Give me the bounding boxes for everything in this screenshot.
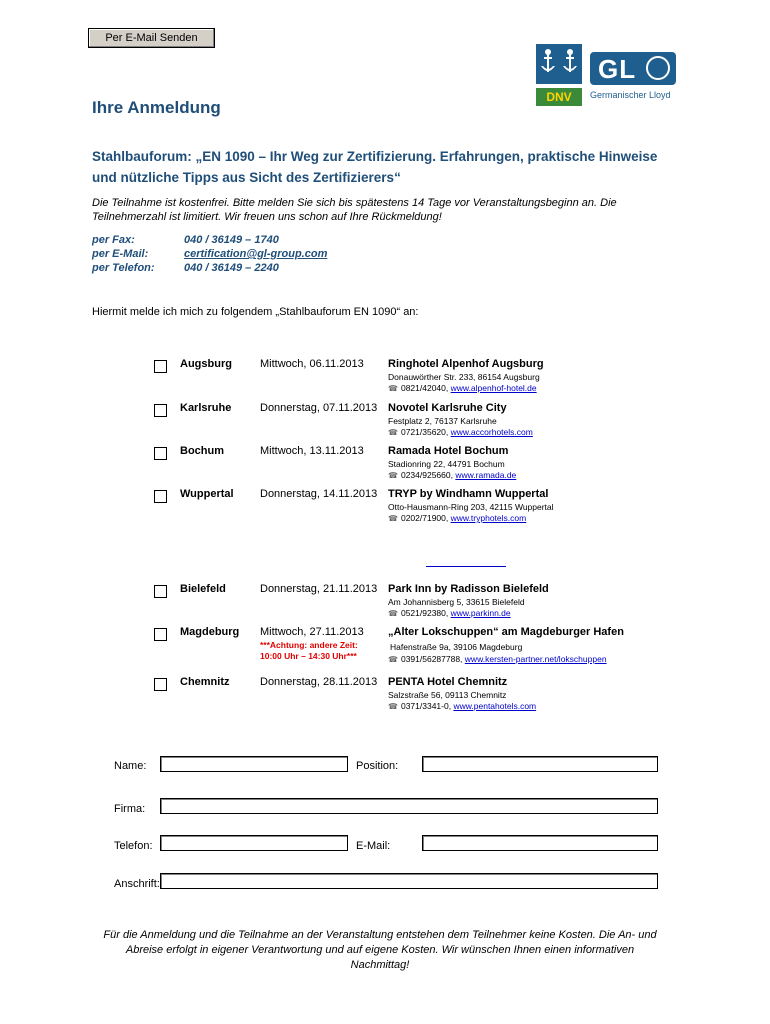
- event-karlsruhe: [154, 402, 674, 442]
- event-hotel: „Alter Lokschuppen“ am Magdeburger Hafen: [388, 626, 624, 638]
- footer-note: Für die Anmeldung und die Teilnahme an der Veranstaltung entstehen dem Teilnehmer keine Kosten. Die An- und Abreise erfolgt in eigener Verantwortung und auf eigene Kosten. Wir wünschen Ihnen einen informativen Nachmittag!: [103, 929, 657, 971]
- event-time-note-hours: 10:00 Uhr – 14:30 Uhr***: [260, 651, 357, 661]
- event-address: Donauwörther Str. 233, 86154 Augsburg: [388, 372, 540, 382]
- phone-icon: ☎: [388, 702, 398, 711]
- address-field[interactable]: [160, 873, 658, 889]
- event-city: Wuppertal: [180, 488, 234, 500]
- event-city: Bochum: [180, 445, 224, 457]
- event-phone: [388, 701, 536, 711]
- event-phone: [388, 608, 511, 618]
- event-web-link[interactable]: www.parkinn.de: [450, 608, 511, 618]
- position-label: Position:: [356, 760, 399, 772]
- event-phone: [388, 513, 526, 523]
- event-city: Magdeburg: [180, 626, 240, 638]
- event-bochum: [154, 445, 674, 485]
- contact-phone-label: per Telefon:: [92, 262, 155, 274]
- company-label: Firma:: [114, 803, 146, 815]
- contact-email-label: per E-Mail:: [92, 248, 149, 260]
- checkbox-wuppertal[interactable]: [154, 490, 167, 503]
- checkbox-bochum[interactable]: [154, 447, 167, 460]
- event-city: Augsburg: [180, 358, 232, 370]
- register-line: Hiermit melde ich mich zu folgendem „Stahlbauforum EN 1090“ an:: [92, 306, 419, 318]
- position-field[interactable]: [422, 756, 658, 772]
- contact-email-value: [184, 247, 327, 261]
- event-hotel: PENTA Hotel Chemnitz: [388, 676, 508, 688]
- checkbox-bielefeld[interactable]: [154, 585, 167, 598]
- contact-fax-label: per Fax:: [92, 234, 135, 246]
- address-label: Anschrift:: [114, 878, 160, 890]
- event-phone-number: 0721/35620,: [400, 427, 449, 437]
- event-date: Donnerstag, 07.11.2013: [260, 402, 378, 414]
- event-web-link[interactable]: www.pentahotels.com: [453, 701, 537, 711]
- event-hotel: Ringhotel Alpenhof Augsburg: [388, 358, 544, 370]
- phone-icon: ☎: [388, 428, 398, 437]
- phone-icon: ☎: [388, 471, 398, 480]
- event-date: Donnerstag, 14.11.2013: [260, 488, 378, 500]
- event-magdeburg: [154, 626, 674, 670]
- globe-icon: [646, 56, 670, 80]
- event-phone-number: 0371/3341-0,: [400, 701, 452, 711]
- event-city: Bielefeld: [180, 583, 226, 595]
- company-field[interactable]: [160, 798, 658, 814]
- checkbox-karlsruhe[interactable]: [154, 404, 167, 417]
- event-hotel: Novotel Karlsruhe City: [388, 402, 507, 414]
- email-label: E-Mail:: [356, 840, 391, 852]
- event-web-link[interactable]: www.tryphotels.com: [450, 513, 527, 523]
- event-date: Donnerstag, 28.11.2013: [260, 676, 378, 688]
- event-phone-number: 0391/56287788,: [400, 654, 463, 664]
- event-address: Am Johannisberg 5, 33615 Bielefeld: [388, 597, 525, 607]
- email-send-button[interactable]: Per E-Mail Senden: [88, 28, 215, 48]
- phone-icon: ☎: [388, 609, 398, 618]
- event-city: Chemnitz: [180, 676, 230, 688]
- event-address: Stadionring 22, 44791 Bochum: [388, 459, 505, 469]
- event-address: Otto-Hausmann-Ring 203, 42115 Wuppertal: [388, 502, 554, 512]
- name-field[interactable]: [160, 756, 348, 772]
- event-date: Donnerstag, 21.11.2013: [260, 583, 378, 595]
- event-hotel: Ramada Hotel Bochum: [388, 445, 509, 457]
- name-label: Name:: [114, 760, 147, 772]
- event-phone: [388, 654, 607, 664]
- event-phone-number: 0234/925660,: [400, 470, 453, 480]
- event-phone-number: 0521/92380,: [400, 608, 449, 618]
- event-hotel: Park Inn by Radisson Bielefeld: [388, 583, 549, 595]
- phone-label: Telefon:: [114, 840, 153, 852]
- event-hotel: TRYP by Windhamn Wuppertal: [388, 488, 549, 500]
- event-web-link[interactable]: www.ramada.de: [455, 470, 517, 480]
- forum-subtitle: Stahlbauforum: „EN 1090 – Ihr Weg zur Zertifizierung. Erfahrungen, praktische Hinweise und nützliche Tipps aus Sicht des Zertifizierers“: [92, 149, 658, 185]
- intro-text: Die Teilnahme ist kostenfrei. Bitte melden Sie sich bis spätestens 14 Tage vor Veranstaltungsbeginn an. Die Teilnehmerzahl ist limitiert. Wir freuen uns schon auf Ihre Rückmeldung!: [92, 197, 617, 223]
- contact-phone-value: 040 / 36149 – 2240: [184, 262, 279, 274]
- checkbox-chemnitz[interactable]: [154, 678, 167, 691]
- event-bielefeld: [154, 583, 674, 623]
- event-web-link[interactable]: www.kersten-partner.net/lokschuppen: [464, 654, 607, 664]
- phone-field[interactable]: [160, 835, 348, 851]
- event-address: Festplatz 2, 76137 Karlsruhe: [388, 416, 497, 426]
- page-title: Ihre Anmeldung: [92, 98, 221, 117]
- phone-icon: ☎: [388, 655, 398, 664]
- gl-logo: [590, 52, 676, 106]
- event-phone: [388, 470, 516, 480]
- link-underline-divider: [426, 566, 506, 567]
- gl-logo-text: GL: [598, 54, 637, 84]
- event-web-link[interactable]: www.alpenhof-hotel.de: [450, 383, 537, 393]
- event-city: Karlsruhe: [180, 402, 232, 414]
- event-augsburg: [154, 358, 674, 398]
- event-date: Mittwoch, 27.11.2013: [260, 626, 364, 638]
- event-wuppertal: [154, 488, 674, 528]
- checkbox-magdeburg[interactable]: [154, 628, 167, 641]
- gl-logo-subtitle: Germanischer Lloyd: [590, 90, 671, 100]
- event-date: Mittwoch, 06.11.2013: [260, 358, 364, 370]
- dnv-logo: [536, 44, 582, 106]
- contact-fax-value: 040 / 36149 – 1740: [184, 234, 279, 246]
- event-date: Mittwoch, 13.11.2013: [260, 445, 364, 457]
- event-web-link[interactable]: www.accorhotels.com: [450, 427, 533, 437]
- event-phone: [388, 427, 533, 437]
- checkbox-augsburg[interactable]: [154, 360, 167, 373]
- dnv-logo-text: DNV: [546, 90, 572, 104]
- event-phone: [388, 383, 537, 393]
- event-address: Hafenstraße 9a, 39106 Magdeburg: [390, 642, 523, 652]
- event-chemnitz: [154, 676, 674, 716]
- phone-icon: ☎: [388, 514, 398, 523]
- event-phone-number: 0202/71900,: [400, 513, 449, 523]
- phone-icon: ☎: [388, 384, 398, 393]
- event-phone-number: 0821/42040,: [400, 383, 449, 393]
- event-time-note: ***Achtung: andere Zeit:: [260, 640, 358, 650]
- contact-email-link[interactable]: certification@gl-group.com: [184, 248, 328, 260]
- event-address: Salzstraße 56, 09113 Chemnitz: [388, 690, 507, 700]
- email-field[interactable]: [422, 835, 658, 851]
